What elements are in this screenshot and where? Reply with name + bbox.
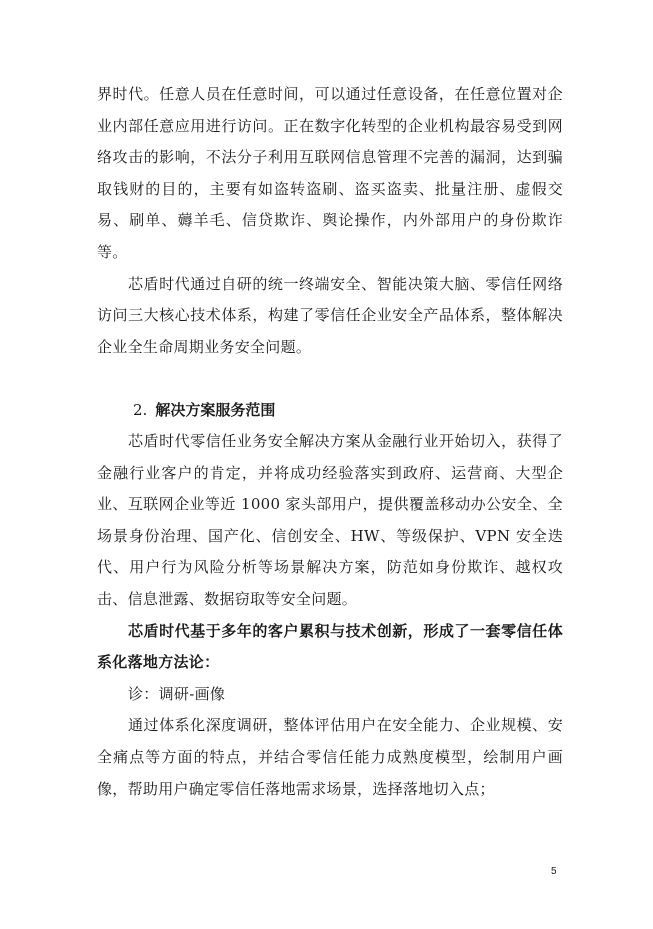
paragraph-methodology-intro: 芯盾时代基于多年的客户累积与技术创新，形成了一套零信任体系化落地方法论： bbox=[97, 621, 563, 672]
paragraph-service-scope: 芯盾时代零信任业务安全解决方案从金融行业开始切入，获得了金融行业客户的肯定，并将成功经验落实到政府、运营商、大型企业、互联网企业等近 1000 家头部用户，提供覆盖移动办公安全、全场景身份治理、国产化、信创安全、HW、等级保护、VPN 安全迭代、用户行为风险分析等场景解决方案，防范如身份欺诈、越权攻击、信息泄露、数据窃取等安全问题。 bbox=[97, 432, 563, 608]
paragraph-threat-landscape: 界时代。任意人员在任意时间，可以通过任意设备，在任意位置对企业内部任意应用进行访问。正在数字化转型的企业机构最容易受到网络攻击的影响，不法分子利用互联网信息管理不完善的漏洞，达到骗取钱财的目的，主要有如盗转盗刷、盗买盗卖、批量注册、虚假交易、刷单、薅羊毛、信贷欺诈、舆论操作，内外部用户的身份欺诈等。 bbox=[97, 85, 563, 261]
section-heading bbox=[133, 395, 275, 426]
body-text-top bbox=[97, 79, 563, 363]
page-number: 5 bbox=[551, 866, 557, 877]
paragraph-diagnosis-label: 诊：调研-画像 bbox=[128, 684, 226, 703]
section-title: 解决方案服务范围 bbox=[155, 401, 276, 419]
body-text-bottom bbox=[97, 426, 563, 805]
paragraph-diagnosis-detail: 通过体系化深度调研，整体评估用户在安全能力、企业规模、安全痛点等方面的特点，并结合零信任能力成熟度模型，绘制用户画像，帮助用户确定零信任落地需求场景，选择落地切入点； bbox=[97, 716, 563, 798]
paragraph-core-tech: 芯盾时代通过自研的统一终端安全、智能决策大脑、零信任网络访问三大核心技术体系，构建了零信任企业安全产品体系，整体解决企业全生命周期业务安全问题。 bbox=[97, 274, 563, 356]
section-number: 2. bbox=[133, 401, 148, 419]
